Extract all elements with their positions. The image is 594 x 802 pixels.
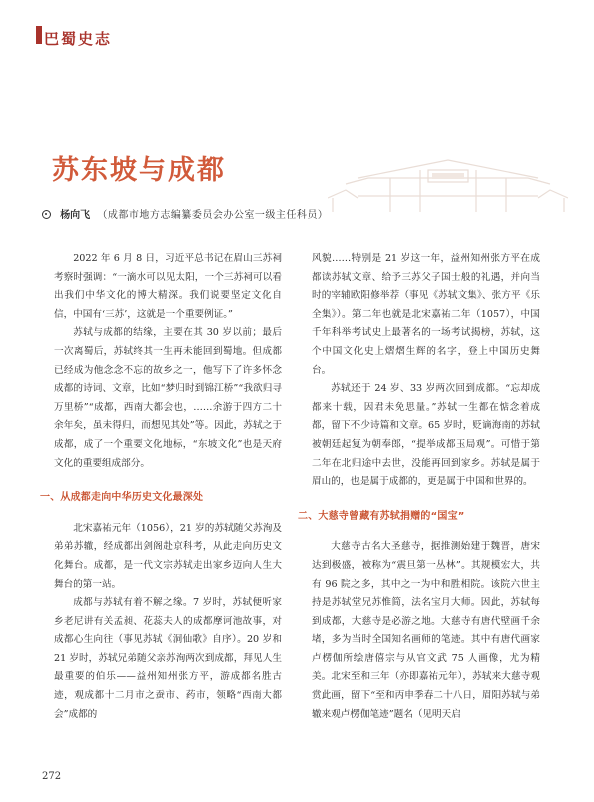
- page-number: 272: [42, 771, 62, 782]
- paragraph: 苏轼还于 24 岁、33 岁两次回到成都。“忘却成都来十载，因君未免思量。”苏轼一生都在惦念着成都，留下不少诗篇和文章。65 岁时，贬谪海南的苏轼被朝廷起复为朝奉郎，“提举成都玉局观”。可惜于第二年在北归途中去世，没能再回到家乡。苏轼是属于眉山的，也是属于成都的，更是属于中国和世界的。: [312, 383, 540, 488]
- author-affiliation: （成都市地方志编纂委员会办公室一级主任科员）: [97, 210, 329, 221]
- paragraph: 北宋嘉祐元年（1056），21 岁的苏轼随父苏洵及弟弟苏辙，经成都出剑阁赴京科考，从此走向历史文化舞台。成都，是一代文宗苏轼走出家乡迈向人生大舞台的第一站。: [54, 522, 282, 590]
- paragraph: 苏轼与成都的结缘，主要在其 30 岁以前；最后一次离蜀后，苏轼终其一生再未能回到蜀地。但成都已经成为他念念不忘的故乡之一，他写下了许多怀念成都的诗词、文章，比如“梦归时到锦江桥”“我欲归寻万里桥”“成都，西南大都会也，……余游于四方二十余年矣，虽未得归，而想见其处”等。因此，苏轼之于成都，成了一个重要文化地标，“东坡文化”也是天府文化的重要组成部分。: [54, 327, 282, 469]
- article-title: 苏东坡与成都: [52, 155, 226, 186]
- paragraph: 风貌……特别是 21 岁这一年，益州知州张方平在成都读苏轼文章、给予三苏父子国士般的礼遇，并向当时的宰辅欧阳修举荐（事见《苏轼文集》、张方平《乐全集》）。第二年也就是北宋嘉祐二年（1057），中国千年科举考试史上最著名的一场考试揭榜，苏轼，这个中国文化史上熠熠生辉的名字，登上中国历史舞台。: [312, 253, 540, 376]
- author-byline: [42, 206, 328, 221]
- temple-architecture-illustration: [328, 140, 568, 212]
- paragraph: 2022 年 6 月 8 日，习近平总书记在眉山三苏祠考察时强调：“一滴水可以见太阳，一个三苏祠可以看出我们中华文化的博大精深。我们说要坚定文化自信，中国有‘三苏’，这就是一个重要例证。”: [54, 253, 282, 320]
- paragraph: 大慈寺古名大圣慈寺，据推测始建于魏晋，唐宋达到极盛，被称为“震旦第一丛林”。其规模宏大，共有 96 院之多，其中之一为中和胜相院。该院六世主持是苏轼堂兄苏惟简，法名宝月大师。因此，苏轼每到成都，大慈寺是必游之地。大慈寺有唐代壁画千余堵，多为当时全国知名画师的笔迹。其中有唐代画家卢楞伽所绘唐僖宗与从官文武 75 人画像，尤为精美。北宋至和三年（亦即嘉祐元年），苏轼来大慈寺观赏此画，留下“至和丙申季春二十八日，眉阳苏轼与弟辙来观卢楞伽笔迹”题名（见明天启: [312, 541, 540, 720]
- left-column: [40, 250, 282, 724]
- author-name: 杨向飞: [60, 210, 91, 221]
- column-title: 巴蜀史志: [44, 30, 113, 48]
- section-heading: 一、从成都走向中华历史文化最深处: [40, 492, 204, 504]
- paragraph: 成都与苏轼有着不解之缘。7 岁时，苏轼便听家乡老尼讲有关孟昶、花蕊夫人的成都摩诃池故事，对成都心生向往（事见苏轼《洞仙歌》自序）。20 岁和 21 岁时，苏轼兄弟随父亲苏洵两次到成都，拜见人生最重要的伯乐——益州知州张方平，游成都名胜古迹，观成都十二月市之蚕市、药市，领略“西南大都会”成都的: [54, 597, 282, 720]
- section-heading: 二、大慈寺曾藏有苏轼捐赠的“国宝”: [298, 510, 465, 522]
- author-bullet-icon: [42, 210, 51, 219]
- right-column: [298, 250, 540, 724]
